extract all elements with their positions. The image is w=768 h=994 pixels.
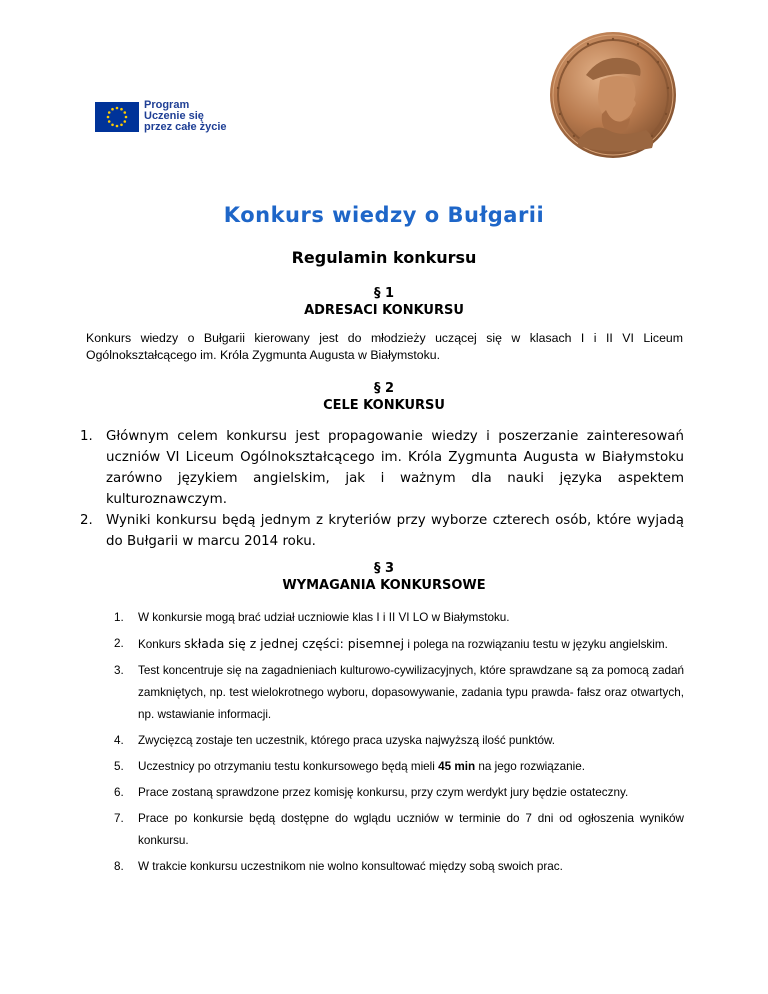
document-title: Konkurs wiedzy o Bułgarii [223,203,545,227]
list-item: 4. Zwycięzcą zostaje ten uczestnik, którego praca uzyska najwyższą ilość punktów. [114,734,556,747]
logo-line-2: Uczenie się [144,110,204,122]
logo-line-1: Program [144,99,190,111]
section-3-heading: WYMAGANIA KONKURSOWE [282,578,486,593]
list-item: 1. Głównym celem konkursu jest propagowanie wiedzy i poszerzanie zainteresowań uczniów VI Liceum Ogólnokształcącego im. Króla Zygmunta Augusta w Białymstoku zarówno językiem angielskim, jak i ważnym dla nauki języka aspektem kulturoznawczym. [80,429,684,507]
section-1-text: Konkurs wiedzy o Bułgarii kierowany jest do młodzieży uczącej się w klasach I i II VI Liceum Ogólnokształcącego im. Króla Zygmunta Augusta w Białymstoku. [86,331,683,362]
eu-flag-icon [95,102,139,132]
section-3-list [114,607,684,878]
list-item: 2. Wyniki konkursu będą jednym z kryteriów przy wyborze czterech osób, które wyjadą do Bułgarii w marcu 2014 roku. [80,513,684,549]
list-item: 7. Prace po konkursie będą dostępne do wglądu uczniów w terminie do 7 dni od ogłoszenia wyników konkursu. [114,812,684,847]
list-item: 8. W trakcie konkursu uczestnikom nie wolno konsultować między sobą swoich prac. [114,860,563,873]
logo-line-3: przez całe życie [144,121,227,133]
list-item: 6. Prace zostaną sprawdzone przez komisję konkursu, przy czym werdykt jury będzie ostateczny. [114,786,629,799]
document-subtitle: Regulamin konkursu [291,248,477,267]
bronze-medal-portrait-icon [548,30,678,160]
section-2-number: § 2 [373,381,395,396]
list-item: 2. Konkurs składa się z jednej części: pisemnej i polega na rozwiązaniu testu w języku angielskim. [114,636,668,651]
section-2-heading: CELE KONKURSU [323,398,445,413]
list-item: 1. W konkursie mogą brać udział uczniowie klas I i II VI LO w Białymstoku. [114,611,510,624]
section-1-heading: ADRESACI KONKURSU [304,303,464,318]
list-item: 5. Uczestnicy po otrzymaniu testu konkursowego będą mieli 45 min na jego rozwiązanie. [114,760,585,773]
list-item: 3. Test koncentruje się na zagadnieniach kulturowo-cywilizacyjnych, które sprawdzane są za pomocą zadań zamkniętych, np. test wielokrotnego wyboru, dopasowywanie, zadania typu prawda- fałsz oraz otwartych, np. wstawianie informacji. [114,664,684,721]
section-2-list [80,426,684,552]
eu-programme-logo [95,100,227,133]
section-3-number: § 3 [373,561,395,576]
section-1-number: § 1 [373,286,395,301]
